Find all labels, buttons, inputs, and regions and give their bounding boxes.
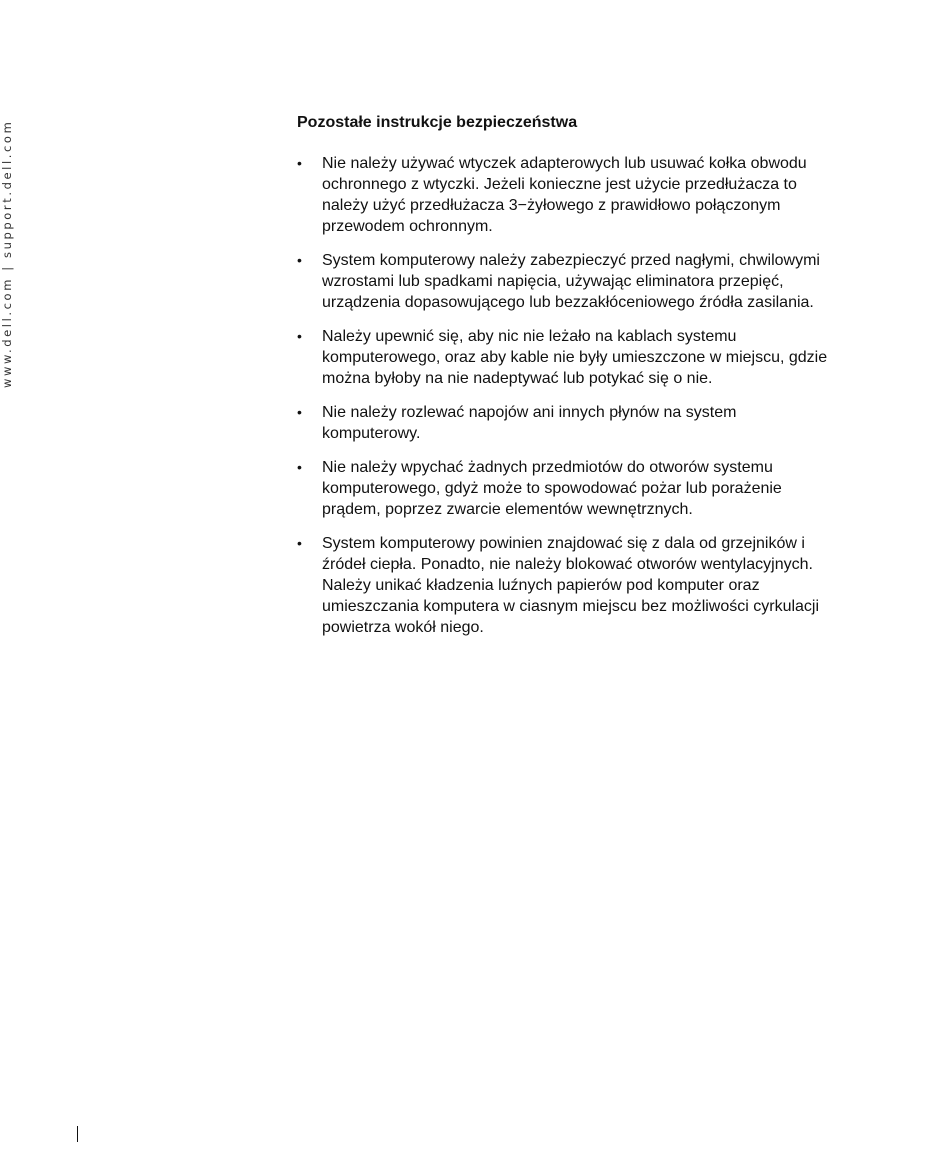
list-item-text: System komputerowy należy zabezpieczyć przed nagłymi, chwilowymi wzrostami lub spadkami napięcia, używając eliminatora przepięć, urządzenia dopasowującego lub bezzakłóceniowego źródła zasilania. xyxy=(322,252,820,311)
list-item xyxy=(297,402,837,444)
safety-bullet-list xyxy=(297,153,837,638)
bullet-icon: • xyxy=(297,535,302,551)
margin-url-text: www.dell.com | support.dell.com xyxy=(0,119,14,388)
list-item-text: System komputerowy powinien znajdować się z dala od grzejników i źródeł ciepła. Ponadto, nie należy blokować otworów wentylacyjnych. Należy unikać kładzenia luźnych papierów pod komputer oraz umieszczania komputera w ciasnym miejscu bez możliwości cyrkulacji powietrza wokół niego. xyxy=(322,535,820,636)
bullet-icon: • xyxy=(297,404,302,420)
list-item-text: Nie należy używać wtyczek adapterowych lub usuwać kołka obwodu ochronnego z wtyczki. Jeżeli konieczne jest użycie przedłużacza to należy użyć przedłużacza 3−żyłowego z prawidłowo połączonym przewodem ochronnym. xyxy=(322,155,807,235)
footer-divider xyxy=(77,1126,78,1142)
bullet-icon: • xyxy=(297,328,302,344)
bullet-icon: • xyxy=(297,155,302,171)
list-item xyxy=(297,250,837,313)
list-item-text: Nie należy rozlewać napojów ani innych płynów na system komputerowy. xyxy=(322,404,737,442)
list-item-text: Należy upewnić się, aby nic nie leżało na kablach systemu komputerowego, oraz aby kable nie były umieszczone w miejscu, gdzie można byłoby na nie nadeptywać lub potykać się o nie. xyxy=(322,328,828,387)
list-item xyxy=(297,153,837,237)
section-heading: Pozostałe instrukcje bezpieczeństwa xyxy=(297,114,578,131)
list-item xyxy=(297,326,837,389)
bullet-icon: • xyxy=(297,252,302,268)
safety-instructions-section xyxy=(297,112,837,651)
list-item xyxy=(297,533,837,638)
list-item-text: Nie należy wpychać żadnych przedmiotów do otworów systemu komputerowego, gdyż może to spowodować pożar lub porażenie prądem, poprzez zwarcie elementów wewnętrznych. xyxy=(322,459,782,518)
list-item xyxy=(297,457,837,520)
bullet-icon: • xyxy=(297,459,302,475)
